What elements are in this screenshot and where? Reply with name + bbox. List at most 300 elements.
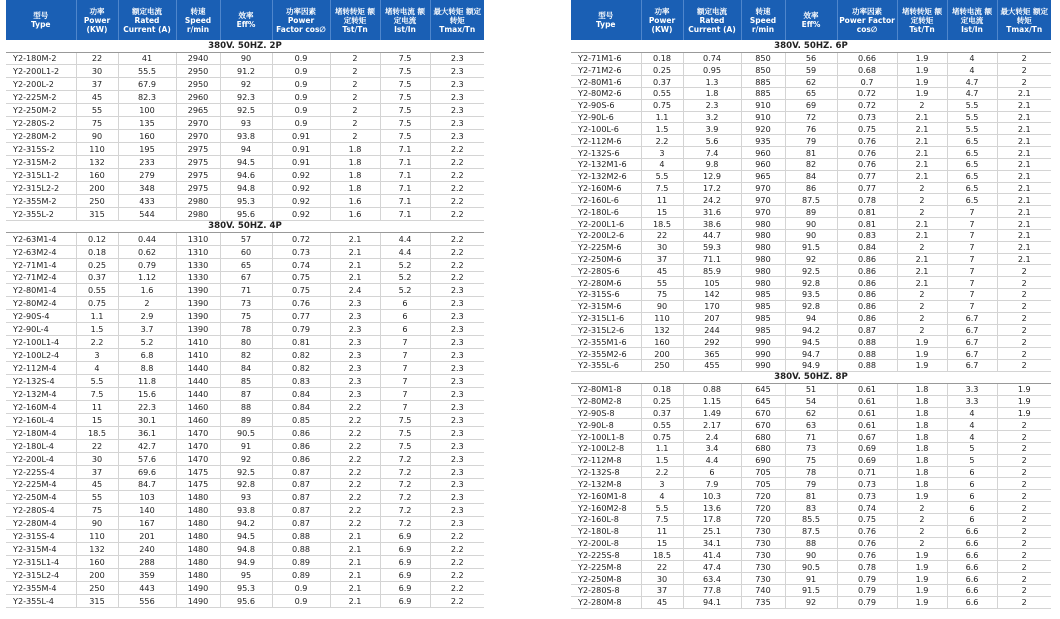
table-row — [6, 375, 484, 388]
value-cell: 7.5 — [380, 426, 430, 439]
value-cell: 11.8 — [118, 375, 176, 388]
value-cell: 1.9 — [897, 64, 947, 76]
value-cell: 69 — [785, 99, 837, 111]
value-cell: 7 — [947, 241, 997, 253]
value-cell: 2.3 — [430, 400, 484, 413]
col-header-type — [571, 0, 641, 40]
table-row — [571, 478, 1051, 490]
value-cell: 288 — [118, 556, 176, 569]
value-cell: 1460 — [176, 400, 220, 413]
type-cell: Y2-225M-4 — [6, 478, 76, 491]
value-cell: 90 — [641, 300, 683, 312]
value-cell: 680 — [741, 431, 785, 443]
table-row — [6, 594, 484, 607]
value-cell: 55 — [76, 104, 118, 117]
value-cell: 62 — [785, 76, 837, 88]
table-row — [571, 395, 1051, 407]
value-cell: 2975 — [176, 181, 220, 194]
table-row — [571, 490, 1051, 502]
table-row — [571, 348, 1051, 360]
value-cell: 7.5 — [380, 104, 430, 117]
value-cell: 2975 — [176, 168, 220, 181]
table-row — [6, 504, 484, 517]
value-cell: 920 — [741, 123, 785, 135]
type-cell: Y2-200L2-6 — [571, 229, 641, 241]
type-cell: Y2-100L1-8 — [571, 431, 641, 443]
value-cell: 6.9 — [380, 569, 430, 582]
value-cell: 25.1 — [683, 525, 741, 537]
value-cell: 2 — [997, 300, 1051, 312]
value-cell: 2.1 — [330, 258, 380, 271]
col-header-power — [76, 0, 118, 40]
value-cell: 2 — [997, 312, 1051, 324]
value-cell: 2.1 — [997, 99, 1051, 111]
value-cell: 980 — [741, 229, 785, 241]
value-cell: 91.2 — [220, 65, 272, 78]
value-cell: 55.5 — [118, 65, 176, 78]
col-header-ist-in — [947, 0, 997, 40]
type-cell: Y2-180L-6 — [571, 206, 641, 218]
header-cn: 型号 — [598, 11, 614, 20]
type-cell: Y2-225M-2 — [6, 91, 76, 104]
value-cell: 78 — [220, 323, 272, 336]
value-cell: 7.1 — [380, 143, 430, 156]
value-cell: 15 — [641, 206, 683, 218]
value-cell: 0.78 — [837, 194, 897, 206]
value-cell: 0.76 — [837, 525, 897, 537]
value-cell: 0.86 — [837, 312, 897, 324]
value-cell: 3.3 — [947, 383, 997, 395]
table-row — [571, 407, 1051, 419]
table-row — [6, 491, 484, 504]
table-row — [571, 64, 1051, 76]
value-cell: 6.5 — [947, 170, 997, 182]
value-cell: 6 — [947, 466, 997, 478]
value-cell: 2 — [897, 324, 947, 336]
header-en: Tmax/Tn — [1006, 24, 1043, 34]
value-cell: 95.3 — [220, 194, 272, 207]
value-cell: 2.2 — [430, 582, 484, 595]
type-cell: Y2-100L2-4 — [6, 349, 76, 362]
value-cell: 2 — [897, 312, 947, 324]
value-cell: 6.6 — [947, 573, 997, 585]
value-cell: 73 — [785, 443, 837, 455]
value-cell: 92 — [785, 253, 837, 265]
table-header — [571, 0, 1051, 40]
value-cell: 75 — [76, 117, 118, 130]
value-cell: 0.89 — [272, 569, 330, 582]
value-cell: 30 — [76, 65, 118, 78]
value-cell: 7.2 — [380, 517, 430, 530]
header-cn: 堵转转矩 额定转矩 — [901, 6, 943, 25]
value-cell: 0.95 — [683, 64, 741, 76]
value-cell: 84 — [785, 170, 837, 182]
table-row — [571, 111, 1051, 123]
value-cell: 0.88 — [272, 543, 330, 556]
value-cell: 0.76 — [272, 297, 330, 310]
table-row — [571, 300, 1051, 312]
value-cell: 7 — [380, 336, 430, 349]
value-cell: 850 — [741, 64, 785, 76]
value-cell: 1440 — [176, 362, 220, 375]
table-row — [571, 312, 1051, 324]
header-en: Speed r/min — [749, 15, 777, 34]
type-cell: Y2-80M1-4 — [6, 284, 76, 297]
table-row — [571, 360, 1051, 372]
table-row — [571, 324, 1051, 336]
value-cell: 63.4 — [683, 573, 741, 585]
value-cell: 110 — [641, 312, 683, 324]
value-cell: 15.6 — [118, 387, 176, 400]
value-cell: 6.9 — [380, 530, 430, 543]
value-cell: 980 — [741, 241, 785, 253]
value-cell: 935 — [741, 135, 785, 147]
value-cell: 7 — [947, 277, 997, 289]
value-cell: 1490 — [176, 594, 220, 607]
type-cell: Y2-315M-6 — [571, 300, 641, 312]
value-cell: 705 — [741, 466, 785, 478]
value-cell: 24.2 — [683, 194, 741, 206]
value-cell: 0.75 — [837, 123, 897, 135]
table-row — [571, 99, 1051, 111]
header-cn: 功率 — [654, 6, 670, 16]
value-cell: 4.7 — [947, 76, 997, 88]
type-cell: Y2-315S-4 — [6, 530, 76, 543]
value-cell: 348 — [118, 181, 176, 194]
value-cell: 2 — [997, 596, 1051, 608]
value-cell: 0.84 — [272, 400, 330, 413]
type-cell: Y2-355L-4 — [6, 594, 76, 607]
table-row — [6, 130, 484, 143]
value-cell: 2.1 — [997, 241, 1051, 253]
value-cell: 2.2 — [430, 181, 484, 194]
type-cell: Y2-200L1-6 — [571, 218, 641, 230]
value-cell: 960 — [741, 147, 785, 159]
value-cell: 2.3 — [430, 504, 484, 517]
value-cell: 2 — [997, 443, 1051, 455]
value-cell: 6.9 — [380, 594, 430, 607]
value-cell: 0.71 — [837, 466, 897, 478]
value-cell: 0.81 — [837, 206, 897, 218]
value-cell: 22 — [76, 439, 118, 452]
value-cell: 89 — [785, 206, 837, 218]
type-cell: Y2-160M-6 — [571, 182, 641, 194]
col-header-speed — [176, 0, 220, 40]
value-cell: 1.9 — [897, 584, 947, 596]
value-cell: 11 — [641, 194, 683, 206]
value-cell: 2950 — [176, 78, 220, 91]
value-cell: 2 — [997, 265, 1051, 277]
value-cell: 985 — [741, 289, 785, 301]
value-cell: 2950 — [176, 65, 220, 78]
value-cell: 0.75 — [837, 513, 897, 525]
value-cell: 3.4 — [683, 443, 741, 455]
table-row — [6, 400, 484, 413]
value-cell: 2.1 — [997, 135, 1051, 147]
value-cell: 85 — [220, 375, 272, 388]
header-en: Ist/In — [961, 24, 983, 34]
value-cell: 90 — [76, 130, 118, 143]
value-cell: 990 — [741, 336, 785, 348]
value-cell: 2.1 — [997, 253, 1051, 265]
value-cell: 1.15 — [683, 395, 741, 407]
value-cell: 7.5 — [380, 78, 430, 91]
value-cell: 2.1 — [997, 87, 1051, 99]
value-cell: 0.78 — [837, 561, 897, 573]
header-cn: 最大转矩 额定转矩 — [433, 6, 482, 25]
table-row — [6, 517, 484, 530]
value-cell: 1475 — [176, 465, 220, 478]
value-cell: 0.88 — [683, 383, 741, 395]
table-row — [571, 253, 1051, 265]
value-cell: 3 — [641, 147, 683, 159]
table-row — [571, 573, 1051, 585]
value-cell: 3 — [641, 478, 683, 490]
value-cell: 81 — [785, 147, 837, 159]
value-cell: 7.5 — [641, 182, 683, 194]
value-cell: 7 — [947, 229, 997, 241]
value-cell: 0.87 — [272, 465, 330, 478]
value-cell: 0.75 — [641, 99, 683, 111]
table-header — [6, 0, 484, 40]
value-cell: 2980 — [176, 207, 220, 220]
type-cell: Y2-250M-6 — [571, 253, 641, 265]
col-header-tst-tn — [330, 0, 380, 40]
table-row — [6, 336, 484, 349]
value-cell: 45 — [641, 265, 683, 277]
value-cell: 0.86 — [837, 265, 897, 277]
value-cell: 720 — [741, 513, 785, 525]
value-cell: 1470 — [176, 439, 220, 452]
value-cell: 3.3 — [947, 395, 997, 407]
value-cell: 0.67 — [837, 431, 897, 443]
value-cell: 94.8 — [220, 543, 272, 556]
value-cell: 2.1 — [897, 158, 947, 170]
value-cell: 0.85 — [272, 413, 330, 426]
type-cell: Y2-355M1-6 — [571, 336, 641, 348]
value-cell: 910 — [741, 99, 785, 111]
value-cell: 1.8 — [330, 156, 380, 169]
value-cell: 1330 — [176, 258, 220, 271]
value-cell: 2 — [997, 584, 1051, 596]
value-cell: 2.3 — [430, 130, 484, 143]
value-cell: 2.2 — [330, 439, 380, 452]
value-cell: 3.2 — [683, 111, 741, 123]
value-cell: 91 — [220, 439, 272, 452]
value-cell: 7 — [380, 387, 430, 400]
value-cell: 22 — [641, 561, 683, 573]
header-en: Type — [595, 20, 616, 29]
table-row — [571, 170, 1051, 182]
value-cell: 160 — [641, 336, 683, 348]
value-cell: 1390 — [176, 323, 220, 336]
value-cell: 6.6 — [947, 584, 997, 596]
table-row — [571, 218, 1051, 230]
type-cell: Y2-250M-2 — [6, 104, 76, 117]
value-cell: 2.1 — [330, 232, 380, 245]
value-cell: 0.73 — [837, 490, 897, 502]
value-cell: 0.76 — [837, 549, 897, 561]
value-cell: 94.1 — [683, 596, 741, 608]
value-cell: 2.3 — [430, 323, 484, 336]
value-cell: 6.5 — [947, 147, 997, 159]
value-cell: 78 — [785, 466, 837, 478]
value-cell: 22.3 — [118, 400, 176, 413]
value-cell: 2.3 — [430, 491, 484, 504]
table-row — [571, 383, 1051, 395]
value-cell: 2.1 — [330, 543, 380, 556]
value-cell: 2 — [997, 561, 1051, 573]
type-cell: Y2-90S-4 — [6, 310, 76, 323]
value-cell: 2 — [997, 549, 1051, 561]
type-cell: Y2-280M-2 — [6, 130, 76, 143]
value-cell: 94.8 — [220, 181, 272, 194]
value-cell: 2.3 — [430, 478, 484, 491]
value-cell: 250 — [641, 360, 683, 372]
value-cell: 0.87 — [272, 517, 330, 530]
type-cell: Y2-315M-4 — [6, 543, 76, 556]
value-cell: 2.1 — [997, 229, 1051, 241]
value-cell: 2.1 — [897, 265, 947, 277]
table-row — [6, 582, 484, 595]
col-header-rated-current — [118, 0, 176, 40]
value-cell: 2.2 — [76, 336, 118, 349]
header-cn: 堵转转矩 额定转矩 — [334, 6, 376, 25]
value-cell: 2.2 — [330, 400, 380, 413]
value-cell: 1.8 — [897, 395, 947, 407]
type-cell: Y2-112M-8 — [571, 454, 641, 466]
value-cell: 292 — [683, 336, 741, 348]
value-cell: 1.6 — [118, 284, 176, 297]
table-row — [6, 143, 484, 156]
value-cell: 1470 — [176, 426, 220, 439]
header-cn: 额定电流 — [697, 6, 727, 16]
table-row — [571, 241, 1051, 253]
value-cell: 45 — [76, 478, 118, 491]
value-cell: 6.7 — [947, 324, 997, 336]
value-cell: 195 — [118, 143, 176, 156]
value-cell: 7 — [947, 206, 997, 218]
value-cell: 91 — [785, 573, 837, 585]
value-cell: 94.5 — [785, 336, 837, 348]
value-cell: 59.3 — [683, 241, 741, 253]
value-cell: 1470 — [176, 452, 220, 465]
section-header-row — [6, 40, 484, 52]
value-cell: 6 — [683, 466, 741, 478]
type-cell: Y2-80M1-8 — [571, 383, 641, 395]
table-body — [6, 40, 484, 607]
type-cell: Y2-80M2-8 — [571, 395, 641, 407]
value-cell: 6.5 — [947, 182, 997, 194]
table-row — [571, 466, 1051, 478]
value-cell: 720 — [741, 502, 785, 514]
type-cell: Y2-315S-2 — [6, 143, 76, 156]
value-cell: 83 — [785, 502, 837, 514]
value-cell: 2.2 — [430, 207, 484, 220]
value-cell: 4 — [947, 419, 997, 431]
value-cell: 60 — [220, 245, 272, 258]
value-cell: 0.82 — [272, 362, 330, 375]
value-cell: 2.4 — [330, 284, 380, 297]
value-cell: 2.3 — [430, 375, 484, 388]
value-cell: 0.61 — [837, 383, 897, 395]
table-row — [6, 258, 484, 271]
value-cell: 75 — [785, 454, 837, 466]
value-cell: 2.2 — [430, 232, 484, 245]
value-cell: 1.5 — [76, 323, 118, 336]
value-cell: 57.6 — [118, 452, 176, 465]
value-cell: 1.8 — [897, 431, 947, 443]
value-cell: 89 — [220, 413, 272, 426]
value-cell: 2975 — [176, 143, 220, 156]
type-cell: Y2-280S-8 — [571, 584, 641, 596]
value-cell: 0.88 — [837, 336, 897, 348]
value-cell: 1.1 — [641, 111, 683, 123]
table-row — [6, 439, 484, 452]
value-cell: 94.7 — [785, 348, 837, 360]
value-cell: 1310 — [176, 245, 220, 258]
value-cell: 2.3 — [430, 310, 484, 323]
value-cell: 2.1 — [897, 218, 947, 230]
value-cell: 6.6 — [947, 596, 997, 608]
value-cell: 2.2 — [430, 530, 484, 543]
value-cell: 92 — [220, 78, 272, 91]
value-cell: 2 — [897, 182, 947, 194]
value-cell: 5.2 — [380, 271, 430, 284]
value-cell: 2.3 — [330, 323, 380, 336]
header-en: Power Factor cos∅ — [276, 15, 326, 34]
value-cell: 5.2 — [380, 284, 430, 297]
value-cell: 73 — [220, 297, 272, 310]
value-cell: 71 — [785, 431, 837, 443]
section-title: 380V. 50HZ. 6P — [571, 40, 1051, 52]
value-cell: 0.55 — [641, 87, 683, 99]
value-cell: 57 — [220, 232, 272, 245]
value-cell: 1440 — [176, 375, 220, 388]
value-cell: 2.1 — [330, 594, 380, 607]
value-cell: 76 — [785, 123, 837, 135]
value-cell: 79 — [785, 478, 837, 490]
value-cell: 2 — [897, 99, 947, 111]
col-header-speed — [741, 0, 785, 40]
header-en: Rated Current (A) — [123, 15, 171, 34]
value-cell: 244 — [683, 324, 741, 336]
table-row — [571, 52, 1051, 64]
value-cell: 2 — [997, 502, 1051, 514]
value-cell: 18.5 — [641, 549, 683, 561]
value-cell: 0.79 — [837, 596, 897, 608]
table-row — [6, 104, 484, 117]
value-cell: 0.76 — [837, 147, 897, 159]
value-cell: 160 — [118, 130, 176, 143]
value-cell: 7.1 — [380, 168, 430, 181]
value-cell: 7 — [947, 253, 997, 265]
value-cell: 2 — [997, 52, 1051, 64]
value-cell: 2.2 — [330, 491, 380, 504]
value-cell: 2 — [997, 289, 1051, 301]
value-cell: 4.4 — [380, 232, 430, 245]
value-cell: 37 — [641, 584, 683, 596]
section-title: 380V. 50HZ. 8P — [571, 371, 1051, 383]
col-header-type — [6, 0, 76, 40]
value-cell: 1480 — [176, 491, 220, 504]
table-row — [6, 413, 484, 426]
value-cell: 5.6 — [683, 135, 741, 147]
value-cell: 7.1 — [380, 207, 430, 220]
value-cell: 6.5 — [947, 135, 997, 147]
type-cell: Y2-315L2-4 — [6, 569, 76, 582]
value-cell: 1310 — [176, 232, 220, 245]
